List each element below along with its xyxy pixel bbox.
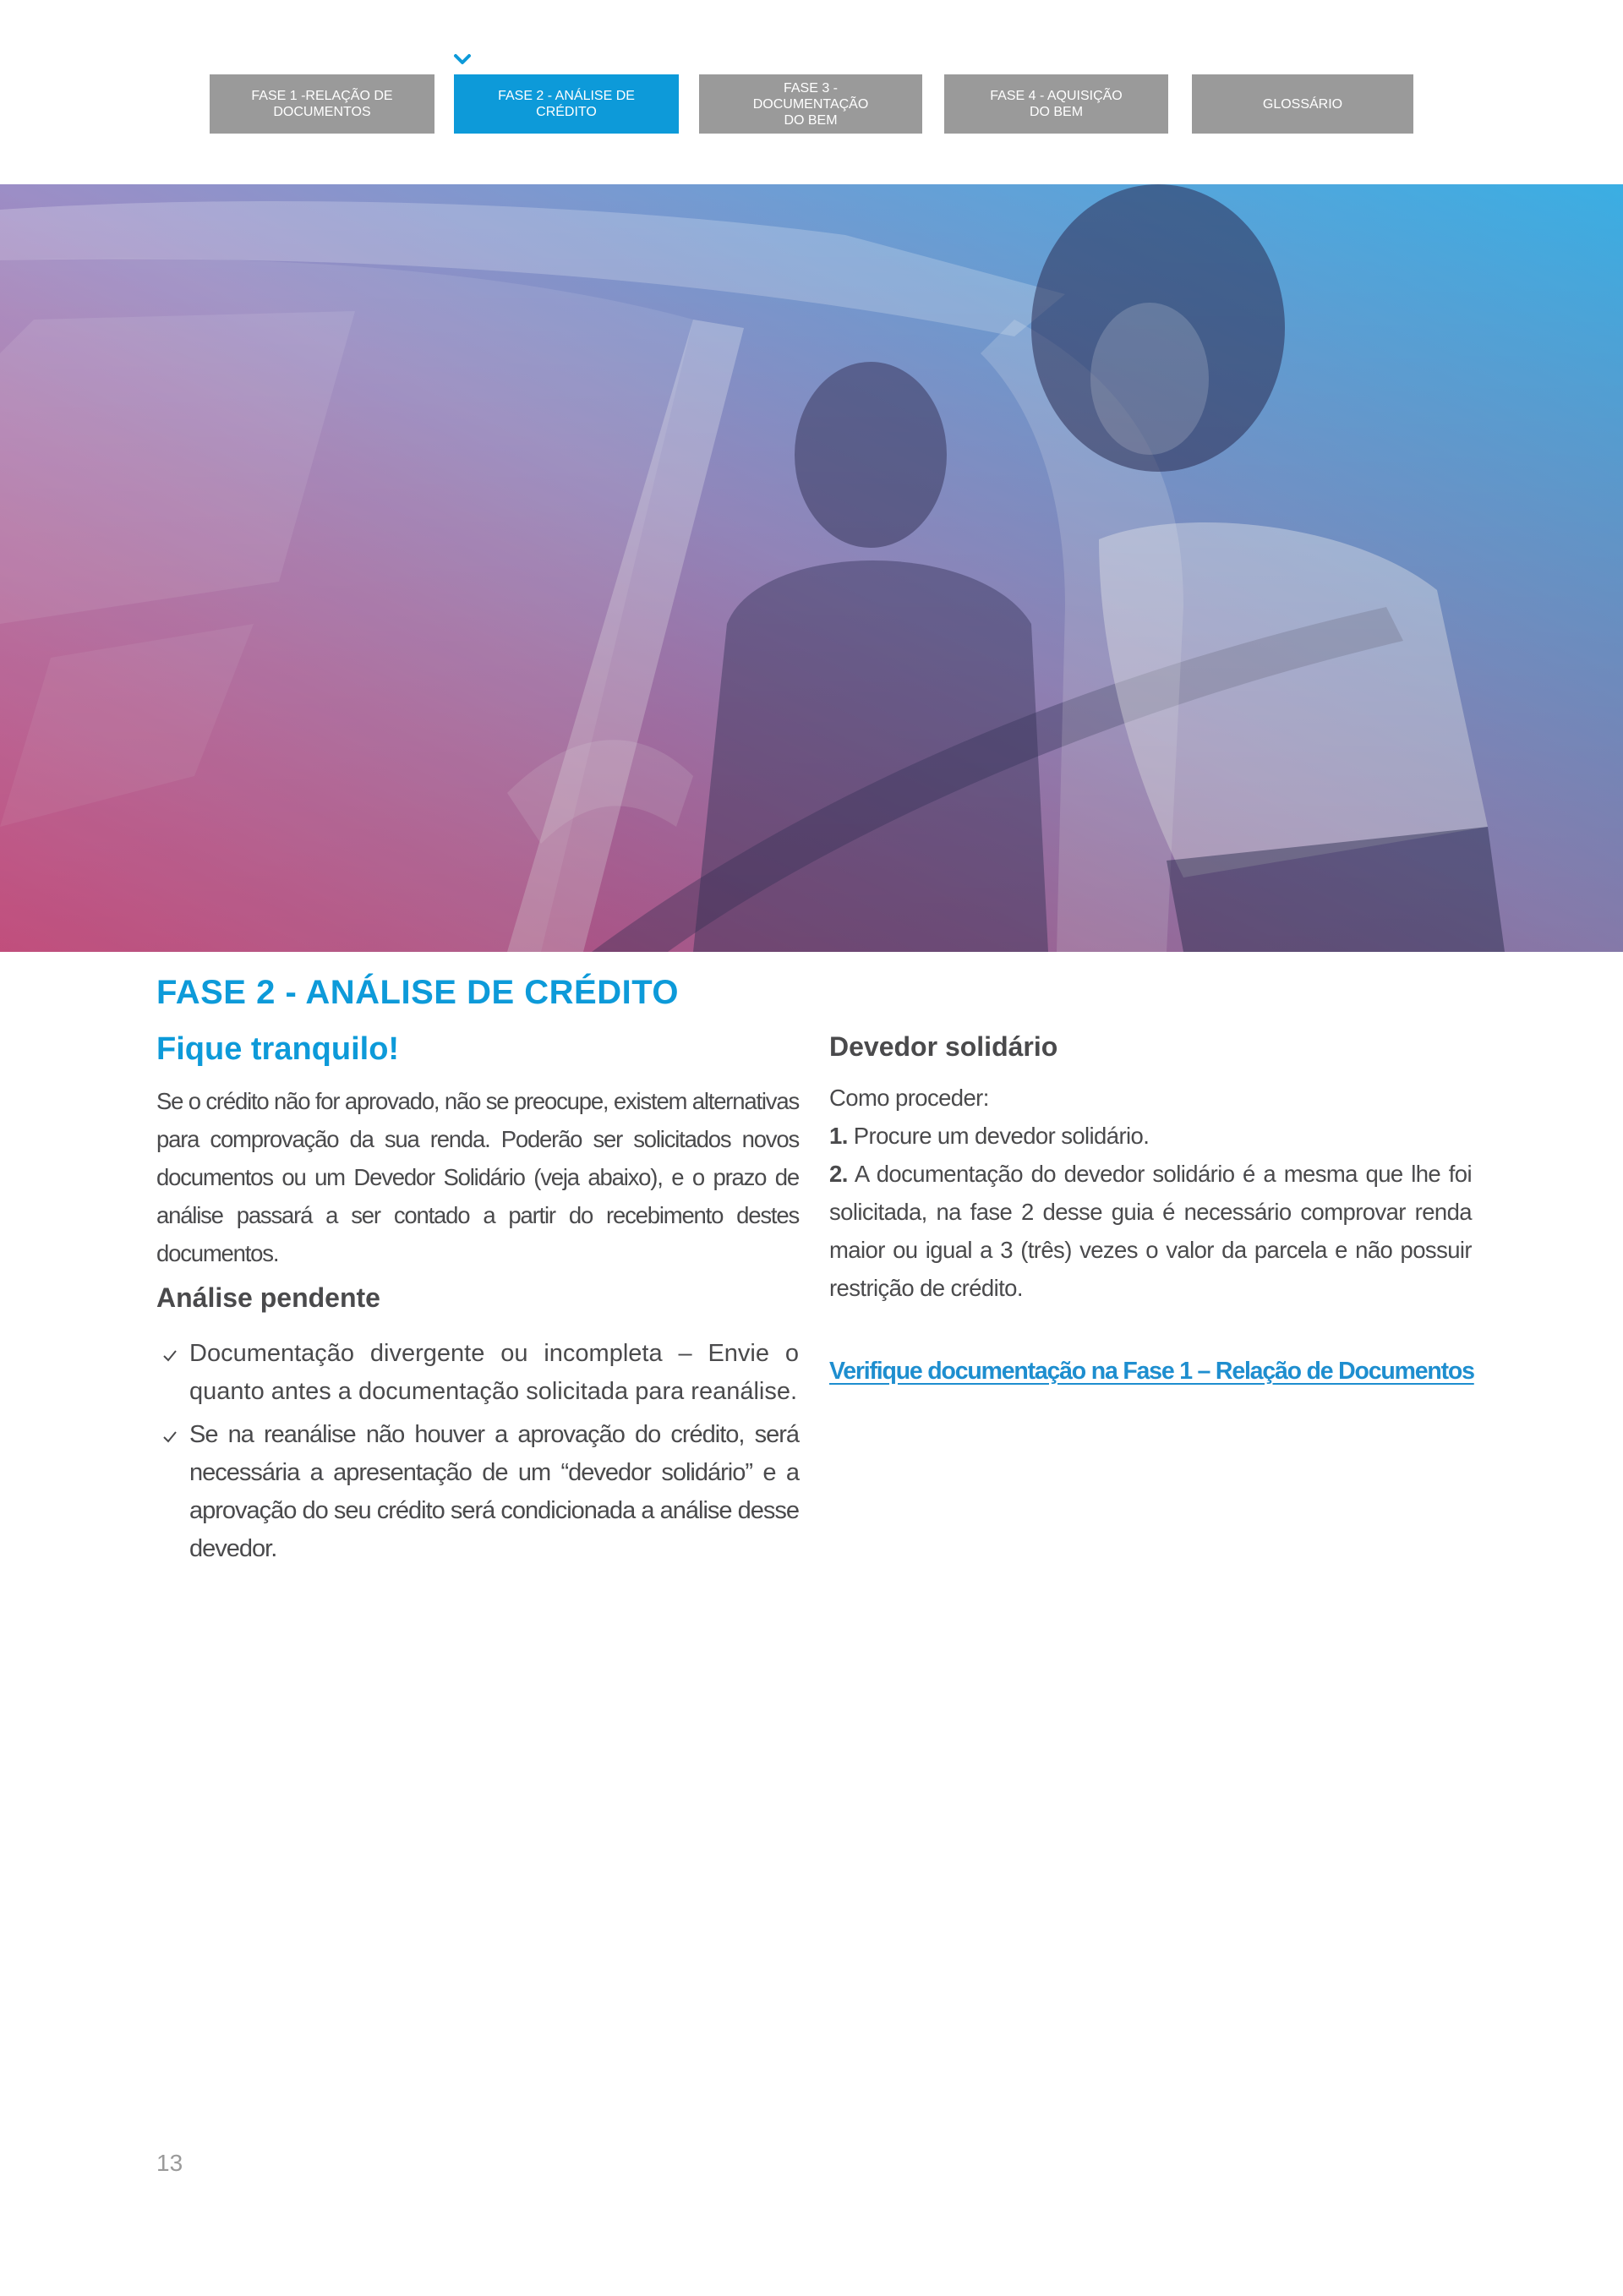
tab-fase-3-line2: DO BEM xyxy=(784,112,838,128)
hero-photo-illustration xyxy=(0,184,1623,952)
hero-image xyxy=(0,184,1623,952)
step-1-text: Procure um devedor solidário. xyxy=(853,1123,1150,1149)
tab-fase-3[interactable] xyxy=(699,74,922,134)
tab-fase-2-line1: FASE 2 - ANÁLISE DE xyxy=(498,89,635,103)
intro-paragraph: Se o crédito não for aprovado, não se preocupe, existem alternativas para comprovação da sua renda. Poderão ser solicitados novos documentos ou um Devedor Solidário (veja abaixo), e o prazo de análise passará a ser contado a partir do recebimento destes documentos. xyxy=(156,1088,799,1266)
check-icon xyxy=(163,1431,177,1443)
tab-fase-2-line2: CRÉDITO xyxy=(536,105,597,119)
tab-fase-1-line1: FASE 1 -RELAÇÃO DE xyxy=(251,89,393,103)
tab-glossario-label: GLOSSÁRIO xyxy=(1262,96,1343,112)
tab-glossario[interactable] xyxy=(1192,74,1413,134)
tab-fase-4-line2: DO BEM xyxy=(1029,105,1084,119)
list-item xyxy=(156,1335,799,1411)
tab-fase-4[interactable] xyxy=(944,74,1168,134)
left-column xyxy=(156,1030,799,1573)
check-icon xyxy=(163,1350,177,1362)
list-item-text: Documentação divergente ou incompleta – Envie o quanto antes a documentação solicitada para reanálise. xyxy=(189,1340,799,1405)
tab-fase-3-line1: FASE 3 - DOCUMENTAÇÃO xyxy=(752,80,869,112)
joint-debtor-heading: Devedor solidário xyxy=(829,1031,1058,1062)
pending-analysis-heading: Análise pendente xyxy=(156,1282,380,1313)
phase-navigation xyxy=(0,0,1623,184)
tab-fase-1[interactable] xyxy=(210,74,434,134)
documents-link[interactable]: Verifique documentação na Fase 1 – Relação de Documentos xyxy=(829,1358,1474,1385)
tab-fase-1-line2: DOCUMENTOS xyxy=(273,105,371,119)
tab-fase-4-line1: FASE 4 - AQUISIÇÃO xyxy=(990,89,1123,103)
tab-fase-2[interactable] xyxy=(454,74,679,134)
step-2-text: A documentação do devedor solidário é a mesma que lhe foi solicitada, na fase 2 desse guia é necessário comprovar renda maior ou igual a 3 (três) vezes o valor da parcela e não possuir restrição de crédito. xyxy=(829,1161,1472,1301)
reassurance-heading: Fique tranquilo! xyxy=(156,1031,400,1067)
pending-analysis-list xyxy=(156,1335,799,1568)
how-to-label: Como proceder: xyxy=(829,1085,989,1111)
list-item-text: Se na reanálise não houver a aprovação do crédito, será necessária a apresentação de um “devedor solidário” e a aprovação do seu crédito será condicionada a análise desse devedor. xyxy=(189,1421,799,1562)
page-number: 13 xyxy=(156,2150,183,2176)
step-2-number: 2. xyxy=(829,1161,848,1187)
list-item xyxy=(156,1416,799,1568)
right-column xyxy=(829,1030,1472,1386)
chevron-down-icon xyxy=(453,52,472,66)
page-title: FASE 2 - ANÁLISE DE CRÉDITO xyxy=(156,974,680,1011)
step-1 xyxy=(829,1117,1472,1155)
step-2 xyxy=(829,1155,1472,1307)
step-1-number: 1. xyxy=(829,1123,848,1149)
